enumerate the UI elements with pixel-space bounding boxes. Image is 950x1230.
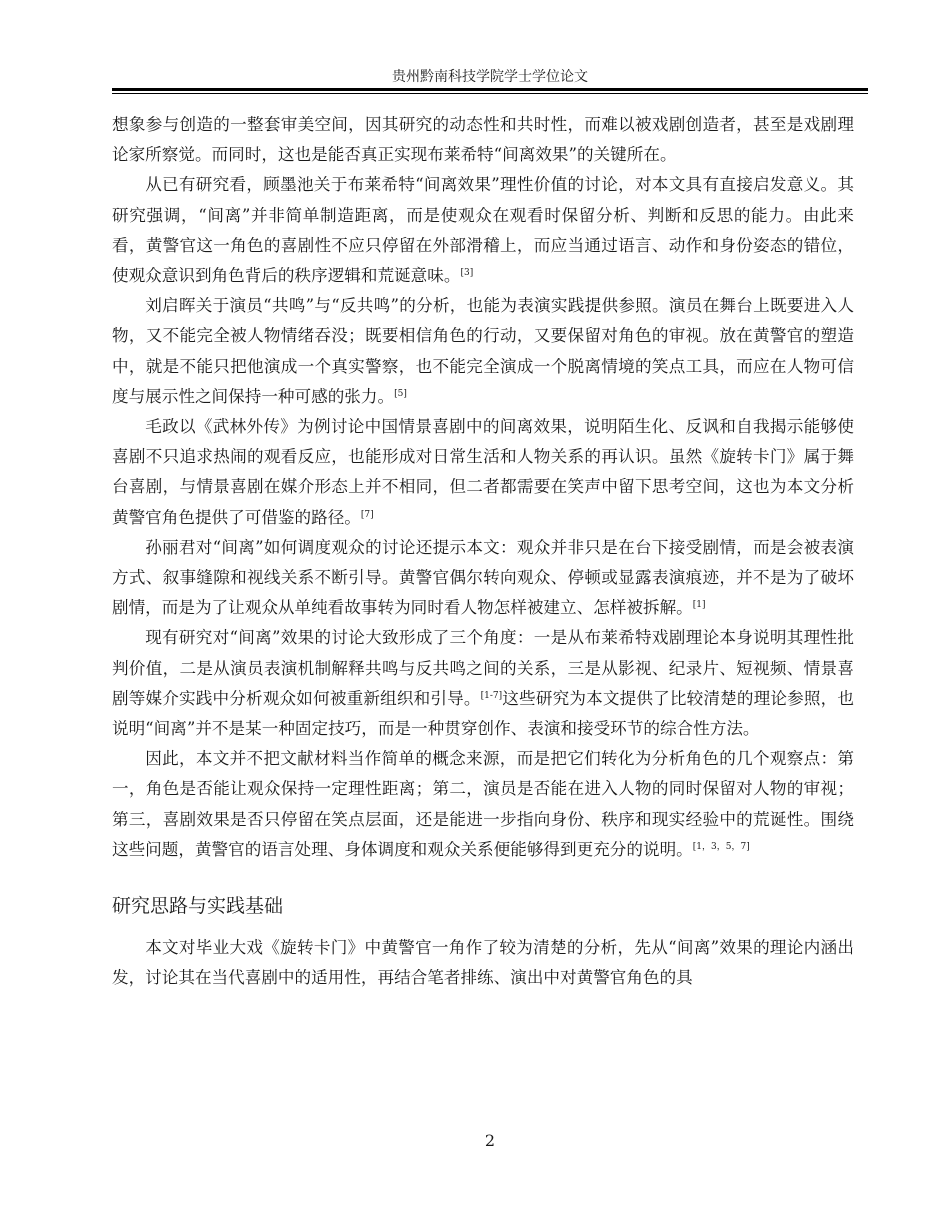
paragraph-6	[112, 623, 854, 744]
paragraph-text: 毛政以《武林外传》为例讨论中国情景喜剧中的间离效果，说明陌生化、反讽和自我揭示能够使喜剧不只追求热闹的观看反应，也能形成对日常生活和人物关系的再认识。虽然《旋转卡门》属于舞台喜剧，与情景喜剧在媒介形态上并不相同，但二者都需要在笑声中留下思考空间，这也为本文分析黄警官角色提供了可借鉴的路径。	[112, 417, 854, 527]
section-paragraph	[112, 933, 854, 993]
paragraph-1	[112, 110, 854, 170]
paragraph-text: 现有研究对“间离”效果的讨论大致形成了三个角度：一是从布莱希特戏剧理论本身说明其理性批判价值，二是从演员表演机制解释共鸣与反共鸣之间的关系，三是从影视、纪录片、短视频、情景喜剧等媒介实践中分析观众如何被重新组织和引导。	[112, 628, 854, 708]
running-header: 贵州黔南科技学院学士学位论文	[392, 69, 588, 85]
paragraph-text: 刘启晖关于演员“共鸣”与“反共鸣”的分析，也能为表演实践提供参照。演员在舞台上既要进入人物，又不能完全被人物情绪吞没；既要相信角色的行动，又要保留对角色的审视。放在黄警官的塑造中，就是不能只把他演成一个真实警察，也不能完全演成一个脱离情境的笑点工具，而应在人物可信度与展示性之间保持一种可感的张力。	[112, 296, 854, 406]
paragraph-text: 从已有研究看，顾墨池关于布莱希特“间离效果”理性价值的讨论，对本文具有直接启发意义。其研究强调，“间离”并非简单制造距离，而是使观众在观看时保留分析、判断和反思的能力。由此来看，黄警官这一角色的喜剧性不应只停留在外部滑稽上，而应当通过语言、动作和身份姿态的错位，使观众意识到角色背后的秩序逻辑和荒诞意味。	[112, 175, 854, 286]
paragraph-text: 孙丽君对“间离”如何调度观众的讨论还提示本文：观众并非只是在台下接受剧情，而是会被表演方式、叙事缝隙和视线关系不断引导。黄警官偶尔转向观众、停顿或显露表演痕迹，并不是为了破坏剧情，而是为了让观众从单纯看故事转为同时看人物怎样被建立、怎样被拆解。	[112, 537, 854, 618]
citation-marker: [3]	[460, 268, 474, 279]
header-rule-thin	[112, 93, 868, 94]
paragraph-2	[112, 170, 854, 291]
paragraph-text: 想象参与创造的一整套审美空间，因其研究的动态性和共时性，而难以被戏剧创造者，甚至是戏剧理论家所察觉。而同时，这也是能否真正实现布莱希特“间离效果”的关键所在。	[112, 115, 854, 165]
citation-marker: [7]	[360, 509, 374, 520]
page-number: 2	[484, 1131, 496, 1150]
citation-marker: [1-7]	[480, 690, 503, 701]
citation-marker: [5]	[394, 388, 407, 399]
paragraph-3	[112, 291, 854, 412]
citation-marker: [1，3，5，7]	[692, 841, 750, 852]
header-rule-thick	[112, 88, 868, 91]
section-heading: 研究思路与实践基础	[112, 895, 284, 918]
citation-marker: [1]	[692, 600, 706, 611]
paragraph-5	[112, 533, 854, 624]
paragraph-text: 因此，本文并不把文献材料当作简单的概念来源，而是把它们转化为分析角色的几个观察点：第一，角色是否能让观众保持一定理性距离；第二，演员是否能在进入人物的同时保留对人物的审视；第三，喜剧效果是否只停留在笑点层面，还是能进一步指向身份、秩序和现实经验中的荒诞性。围绕这些问题，黄警官的语言处理、身体调度和观众关系便能够得到更充分的说明。	[112, 749, 854, 859]
paragraph-text-tail: 这些研究为本文提供了比较清楚的理论参照，也说明“间离”并不是某一种固定技巧，而是一种贯穿创作、表演和接受环节的综合性方法。	[112, 688, 855, 739]
body-text	[112, 110, 854, 993]
paragraph-4	[112, 412, 854, 533]
paragraph-7	[112, 744, 854, 865]
paragraph-text: 本文对毕业大戏《旋转卡门》中黄警官一角作了较为清楚的分析，先从“间离”效果的理论内涵出发，讨论其在当代喜剧中的适用性，再结合笔者排练、演出中对黄警官角色的具	[112, 938, 854, 988]
